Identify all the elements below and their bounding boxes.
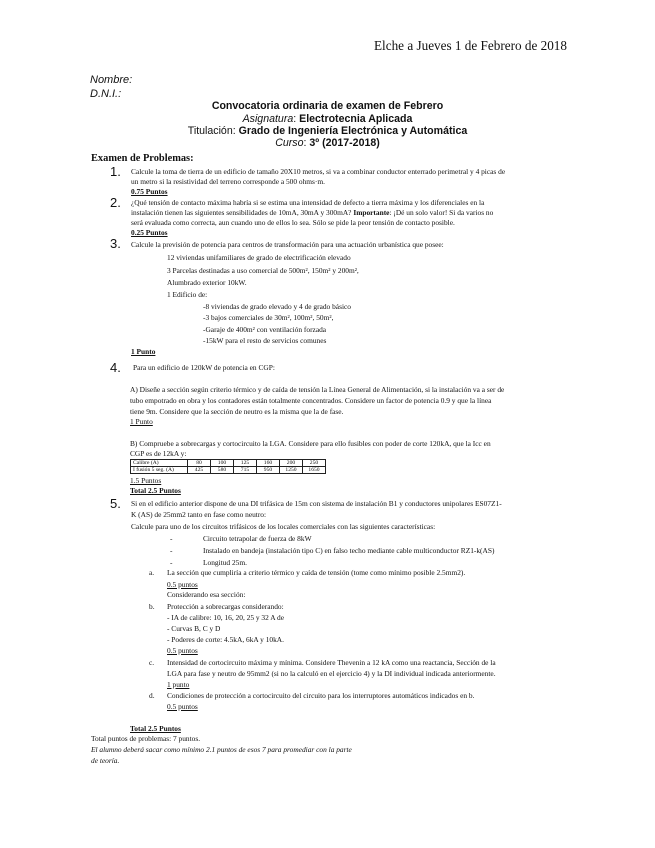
problem-5-b-sub-1: - IA de calibre: 10, 16, 20, 25 y 32 A de bbox=[167, 613, 284, 622]
problem-3-number: 3. bbox=[110, 236, 121, 251]
problem-3-item-2: 3 Parcelas destinadas a uso comercial de 500m², 150m² y 200m², bbox=[167, 266, 359, 275]
problem-4-total: Total 2.5 Puntos bbox=[130, 486, 181, 495]
table-cell: 715 bbox=[234, 467, 257, 474]
problem-2-important: Importante bbox=[353, 208, 390, 217]
problem-3-sub-3: -Garaje de 400m² con ventilación forzada bbox=[203, 325, 327, 334]
fuse-table bbox=[130, 459, 326, 474]
problem-5-line-3: Calcule para uno de los circuitos trifásicos de los locales comerciales con las siguientes características: bbox=[131, 522, 436, 531]
section-title: Examen de Problemas: bbox=[91, 153, 194, 164]
minimum-note-line-2: de teoría. bbox=[91, 756, 120, 765]
titulacion-line bbox=[0, 125, 655, 137]
problem-4-a-line-2: tubo empotrado en obra y los contadores están totalmente concentrados. Considere un factor de potencia 0.9 y que la línea bbox=[130, 396, 492, 405]
bullet-dash: - bbox=[170, 534, 173, 543]
bullet-dash: - bbox=[170, 558, 173, 567]
problem-5-c-label: c. bbox=[149, 658, 155, 667]
problem-5-number: 5. bbox=[110, 496, 121, 511]
table-cell: 250 bbox=[303, 460, 326, 467]
problem-5-b-sub-3: - Poderes de corte: 4.5kA, 6kA y 10kA. bbox=[167, 635, 284, 644]
problem-3-sub-2: -3 bajos comerciales de 30m², 100m², 50m², bbox=[203, 313, 334, 322]
problem-5-a-text: La sección que cumpliría a criterio térmico y caída de tensión (tome como mínimo posible 2.5mm2). bbox=[167, 568, 466, 577]
problem-2-line-1: ¿Qué tensión de contacto máxima habría si se estima una intensidad de defecto a tierra máxima y los diferenciales en la bbox=[131, 198, 485, 207]
problem-3-sub-4: -15kW para el resto de servicios comunes bbox=[203, 336, 327, 345]
curso-label: Curso bbox=[275, 137, 304, 149]
problem-2-line-2 bbox=[131, 208, 493, 218]
exam-title: Convocatoria ordinaria de examen de Febrero bbox=[211, 100, 444, 112]
problem-1-line-1: Calcule la toma de tierra de un edificio de tamaño 20X10 metros, si va a combinar conductor enterrado perimetral y 4 picas de bbox=[131, 167, 506, 176]
problem-5-c-points: 1 punto bbox=[167, 680, 190, 689]
table-cell: Calibre (A) bbox=[131, 460, 188, 467]
table-cell: 425 bbox=[188, 467, 211, 474]
table-cell: 1250 bbox=[280, 467, 303, 474]
problem-5-line-2: K (AS) de 25mm2 tanto en fase como neutro: bbox=[131, 510, 267, 519]
table-cell: I fusión 5 seg. (A) bbox=[131, 467, 188, 474]
titulacion-value: Grado de Ingeniería Electrónica y Automática bbox=[238, 125, 468, 137]
problem-5-a-label: a. bbox=[149, 568, 155, 577]
problem-5-c-text-1: Intensidad de cortocircuito máxima y mínima. Considere Thevenin a 12 kA como una reactancia, Sección de la bbox=[167, 658, 496, 667]
table-cell: 160 bbox=[257, 460, 280, 467]
problem-5-b-label: b. bbox=[149, 602, 155, 611]
table-row bbox=[131, 460, 326, 467]
table-cell: 580 bbox=[211, 467, 234, 474]
problem-4-a-points: 1 Punto bbox=[130, 417, 153, 426]
problem-1-points: 0.75 Puntos bbox=[131, 187, 168, 196]
asignatura-label: Asignatura bbox=[242, 113, 294, 125]
nombre-label: Nombre: bbox=[90, 74, 133, 86]
table-cell: 200 bbox=[280, 460, 303, 467]
problem-5-consider: Considerando esa sección: bbox=[167, 590, 246, 599]
problem-3-item-3: Alumbrado exterior 10kW. bbox=[167, 278, 247, 287]
problem-5-total: Total 2.5 Puntos bbox=[130, 724, 181, 733]
problem-2-line-2b: : ¡Dé un solo valor! Si da varios no bbox=[389, 208, 494, 217]
problem-2-line-3: será evaluada como correcta, aun cuando uno de ellos lo sea. Sólo se pide la peor tensión de contacto posible. bbox=[131, 218, 455, 227]
problem-3-sub-1: -8 viviendas de grado elevado y 4 de grado básico bbox=[203, 302, 351, 311]
problem-4-b-line-1: B) Compruebe a sobrecargas y cortocircuito la LGA. Considere para ello fusibles con poder de corte 120kA, que la Icc en bbox=[130, 439, 491, 448]
problem-4-b-line-2: CGP es de 12kA y: bbox=[130, 449, 187, 458]
problem-4-intro: Para un edificio de 120kW de potencia en CGP: bbox=[133, 363, 275, 372]
problem-5-d-label: d. bbox=[149, 691, 155, 700]
problem-5-bullet-2: Instalado en bandeja (instalación tipo C) en falso techo mediante cable multiconductor RZ1-k(AS) bbox=[203, 546, 495, 555]
problem-4-a-line-3: tiene 9m. Considere que la sección de neutro es la misma que la de fase. bbox=[130, 407, 344, 416]
dni-label: D.N.I.: bbox=[90, 88, 122, 100]
problem-5-b-sub-2: - Curvas B, C y D bbox=[167, 624, 221, 633]
problem-5-d-text: Condiciones de protección a cortocircuito del circuito para los interruptores automáticos indicados en b. bbox=[167, 691, 475, 700]
problem-5-bullet-1: Circuito tetrapolar de fuerza de 8kW bbox=[203, 534, 312, 543]
minimum-note-line-1: El alumno deberá sacar como mínimo 2.1 puntos de esos 7 para promediar con la parte bbox=[91, 745, 352, 754]
table-cell: 125 bbox=[234, 460, 257, 467]
problem-5-bullet-3: Longitud 25m. bbox=[203, 558, 247, 567]
problem-4-a-line-1: A) Diseñe a sección según criterio térmico y de caída de tensión la Línea General de Alimentación, si la instalación va a ser de bbox=[130, 385, 505, 394]
problem-5-line-1: Si en el edificio anterior dispone de una DI trifásica de 15m con sistema de instalación B1 y conductores unipolares ES07Z1- bbox=[131, 499, 502, 508]
problem-5-d-points: 0.5 puntos bbox=[167, 702, 198, 711]
problem-5-c-text-2: LGA para fase y neutro de 95mm2 (si no la calculó en el ejercicio 4) y la DI individual indicada anteriormente. bbox=[167, 669, 496, 678]
asignatura-value: Electrotecnia Aplicada bbox=[299, 113, 413, 125]
table-cell: 1650 bbox=[303, 467, 326, 474]
titulacion-label: Titulación: bbox=[187, 125, 236, 137]
problem-3-points: 1 Punto bbox=[131, 347, 156, 356]
problem-4-number: 4. bbox=[110, 360, 121, 375]
problem-3-intro: Calcule la previsión de potencia para centros de transformación para una actuación urbanística que posee: bbox=[131, 240, 444, 249]
problem-3-item-1: 12 viviendas unifamiliares de grado de electrificación elevado bbox=[167, 253, 351, 262]
date-line: Elche a Jueves 1 de Febrero de 2018 bbox=[374, 38, 567, 53]
curso-value: 3º (2017-2018) bbox=[309, 137, 380, 149]
problem-2-number: 2. bbox=[110, 195, 121, 210]
problem-5-b-text: Protección a sobrecargas considerando: bbox=[167, 602, 284, 611]
table-cell: 950 bbox=[257, 467, 280, 474]
total-points-line: Total puntos de problemas: 7 puntos. bbox=[91, 734, 201, 743]
asignatura-line: Asignatura: Electrotecnia Aplicada bbox=[242, 113, 413, 125]
problem-1-number: 1. bbox=[110, 164, 121, 179]
problem-2-line-2a: instalación tienen las siguientes sensibilidades de 10mA, 30mA y 300mA? bbox=[131, 208, 352, 217]
table-row bbox=[131, 467, 326, 474]
problem-2-points: 0.25 Puntos bbox=[131, 228, 168, 237]
problem-5-a-points: 0.5 puntos bbox=[167, 580, 198, 589]
curso-line: Curso: 3º (2017-2018) bbox=[275, 137, 380, 149]
problem-1-line-2: un metro si la resistividad del terreno corresponde a 500 ohms·m. bbox=[131, 177, 325, 186]
bullet-dash: - bbox=[170, 546, 173, 555]
problem-4-b-points: 1.5 Puntos bbox=[130, 476, 162, 485]
problem-3-item-4: 1 Edificio de: bbox=[167, 290, 208, 299]
table-cell: 100 bbox=[211, 460, 234, 467]
problem-5-b-points: 0.5 puntos bbox=[167, 646, 198, 655]
table-cell: 80 bbox=[188, 460, 211, 467]
